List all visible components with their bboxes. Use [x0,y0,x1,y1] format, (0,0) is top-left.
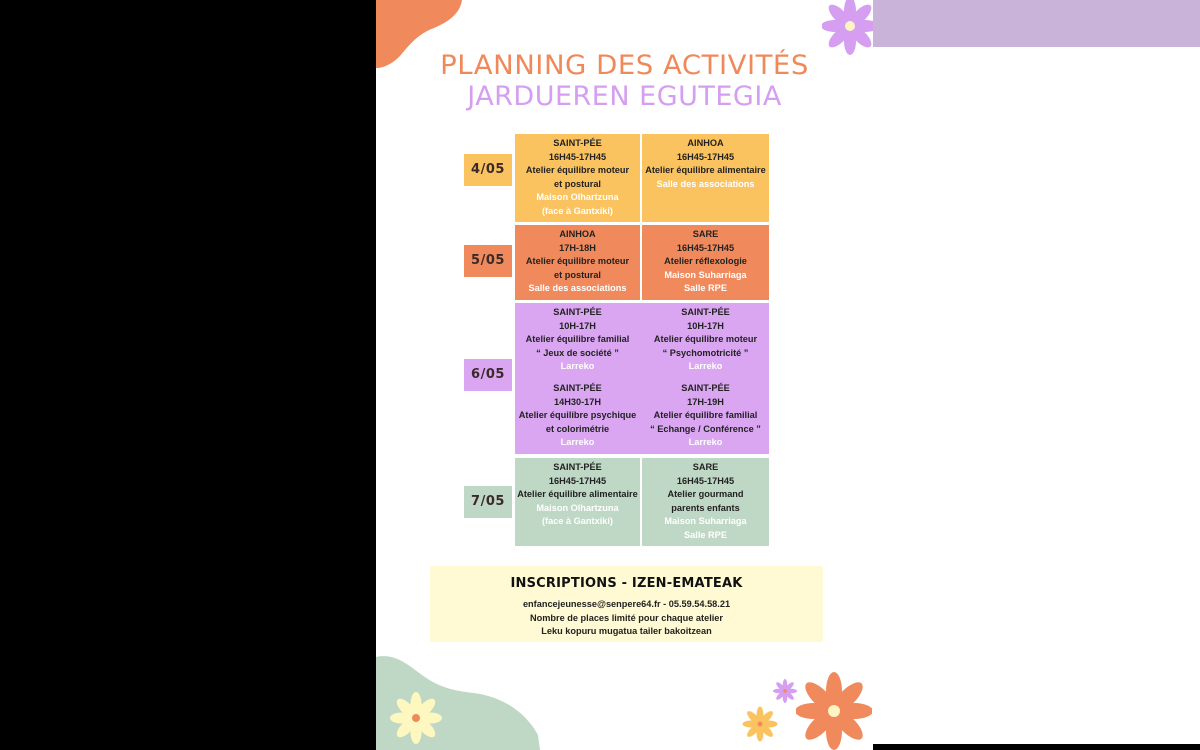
activity: Atelier équilibre familial [525,334,630,344]
time: 16H45-17H45 [676,475,735,486]
inscriptions-box [430,566,823,642]
place: (face à Gantxiki) [542,516,613,526]
orange-flower-icon [796,671,872,750]
cream-flower-icon [390,690,442,746]
place: Maison Suharriaga [664,516,747,526]
purple-flower-icon [822,0,873,56]
activity-cell [642,458,769,546]
town: SAINT-PÉE [681,383,730,393]
town: AINHOA [559,229,596,239]
time: 17H-18H [559,242,596,253]
time: 10H-17H [559,320,596,331]
top-right-band [872,0,1200,47]
time: 16H45-17H45 [548,151,607,162]
poster [376,0,873,750]
activity-cell [642,303,769,378]
activity: Atelier équilibre alimentaire [645,165,766,175]
date-label: 6/05 [464,359,512,391]
activity: Atelier équilibre moteur [525,256,630,266]
place: Maison Olhartzuna [536,502,619,513]
activity: et postural [554,269,601,280]
contact-info: enfancejeunesse@senpere64.fr - 05.59.54.58.21 [522,599,731,609]
place: Salle des associations [656,178,755,189]
activity-cell [515,225,640,300]
inscriptions-heading: INSCRIPTIONS - IZEN-EMATEAK [510,576,743,591]
date-label: 7/05 [464,486,512,518]
activity-cell [642,225,769,300]
note-fr: Nombre de places limité pour chaque atelier [530,612,723,623]
activity: et colorimétrie [545,423,610,434]
activity-cell [515,303,640,378]
date-label: 4/05 [464,154,512,186]
title-fr: PLANNING DES ACTIVITÉS [440,50,809,81]
place: Salle RPE [684,283,727,293]
place: Larreko [560,437,595,447]
activity: Atelier équilibre psychique [518,410,637,420]
activity: Atelier réflexologie [664,256,747,266]
time: 16H45-17H45 [676,242,735,253]
activity: Atelier équilibre alimentaire [517,489,638,499]
activity: Atelier gourmand [667,489,744,499]
town: SAINT-PÉE [553,307,602,317]
activity-cell [642,134,769,222]
town: SAINT-PÉE [553,138,602,148]
activity-cell [515,134,640,222]
place: Larreko [688,437,723,447]
activity: “ Echange / Conférence ” [650,423,761,434]
yellow-flower-icon [742,705,778,743]
activity: Atelier équilibre familial [653,410,758,420]
activity: Atelier équilibre moteur [653,334,758,344]
activity: Atelier équilibre moteur [525,165,630,175]
place: Larreko [560,361,595,371]
bottom-right-letterbox [873,744,1200,750]
town: SAINT-PÉE [553,462,602,472]
activity: “ Psychomotricité ” [662,347,749,358]
place: Larreko [688,361,723,371]
town: SAINT-PÉE [681,307,730,317]
time: 17H-19H [687,396,724,407]
town: SARE [692,462,719,472]
activity-cell [642,379,769,454]
purple-small-flower-icon [772,678,798,704]
place: Salle RPE [684,529,727,540]
note-eu: Leku kopuru mugatua tailer bakoitzean [541,626,712,636]
place: (face à Gantxiki) [542,205,613,216]
place: Maison Olhartzuna [536,192,619,202]
date-label: 5/05 [464,245,512,277]
activity-cell [515,379,640,454]
activity: “ Jeux de société ” [536,347,619,358]
time: 10H-17H [687,320,724,331]
time: 16H45-17H45 [548,475,607,486]
place: Salle des associations [528,283,627,293]
place: Maison Suharriaga [664,269,747,280]
town: SARE [692,229,719,239]
time: 14H30-17H [554,396,601,407]
left-letterbox [0,0,376,750]
title-eu: JARDUEREN EGUTEGIA [467,81,782,112]
activity-cell [515,458,640,546]
activity: parents enfants [671,502,740,513]
time: 16H45-17H45 [676,151,735,162]
activity: et postural [554,178,601,189]
town: SAINT-PÉE [553,383,602,393]
town: AINHOA [687,138,724,148]
